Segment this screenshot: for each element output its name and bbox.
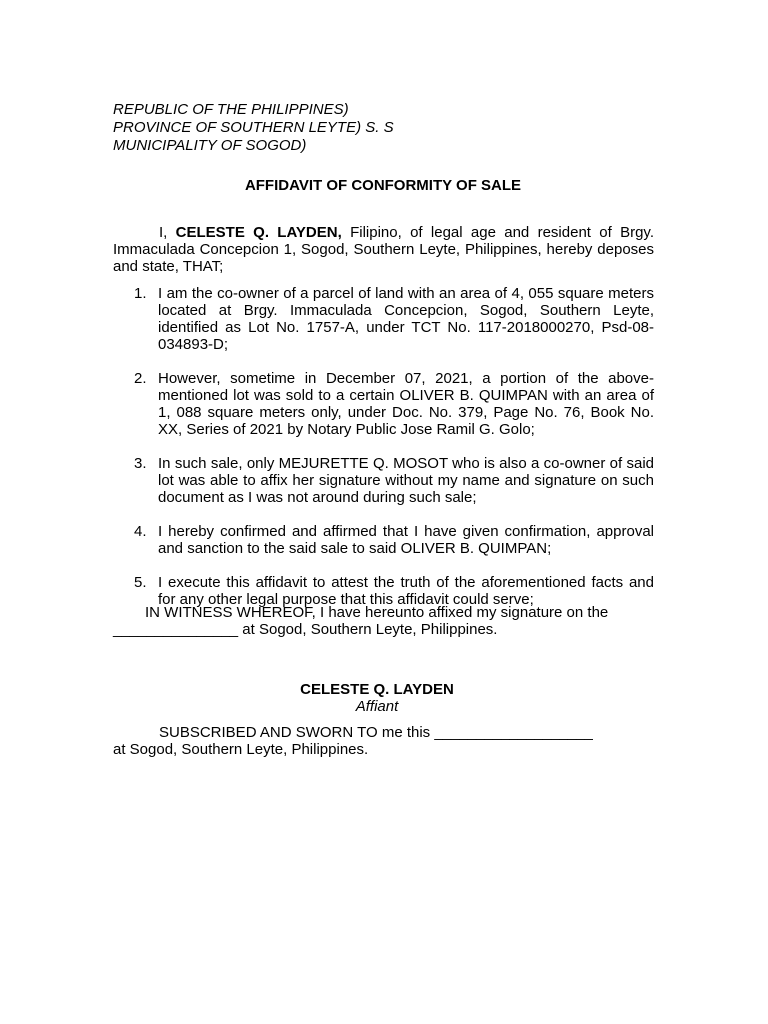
statement-item — [113, 285, 654, 353]
affiant-signature-block — [113, 681, 641, 715]
statement-number: 3. — [134, 455, 147, 472]
affiant-role: Affiant — [355, 698, 399, 715]
jurat-line-2: at Sogod, Southern Leyte, Philippines. — [113, 741, 369, 758]
numbered-statements — [113, 285, 654, 625]
statement-item — [113, 370, 654, 438]
statement-number: 5. — [134, 574, 147, 591]
affiant-name: CELESTE Q. LAYDEN — [300, 681, 454, 698]
statement-text: I hereby confirmed and affirmed that I have given confirmation, approval and sanction to the said sale to said OLIVER B. QUIMPAN; — [158, 523, 654, 557]
statement-item — [113, 455, 654, 506]
affiant-name-inline: CELESTE Q. LAYDEN, — [175, 224, 342, 241]
statement-text: I execute this affidavit to attest the truth of the aforementioned facts and for any other legal purpose that this affidavit could serve; — [158, 574, 654, 608]
statement-text: I am the co-owner of a parcel of land with an area of 4, 055 square meters located at Brgy. Immaculada Concepcion, Sogod, Southern Leyte, identified as Lot No. 1757-A, under TCT No. 117-2018000270, Psd-08-034893-D; — [158, 285, 654, 353]
venue-line-republic: REPUBLIC OF THE PHILIPPINES) — [113, 101, 349, 118]
venue-line-municipality: MUNICIPALITY OF SOGOD) — [113, 137, 307, 154]
statement-number: 2. — [134, 370, 147, 387]
witness-line-2: _______________ at Sogod, Southern Leyte, Philippines. — [113, 621, 498, 638]
document-title: AFFIDAVIT OF CONFORMITY OF SALE — [244, 177, 522, 194]
intro-text: Filipino, of legal age and resident of Brgy. Immaculada Concepcion 1, Sogod, Southern Leyte, Philippines, hereby deposes and state, THAT; — [113, 224, 654, 275]
statement-text: However, sometime in December 07, 2021, a portion of the above-mentioned lot was sold to a certain OLIVER B. QUIMPAN with an area of 1, 088 square meters only, under Doc. No. 379, Page No. 76, Book No. XX, Series of 2021 by Notary Public Jose Ramil G. Golo; — [158, 370, 654, 438]
witness-line-1: IN WITNESS WHEREOF, I have hereunto affixed my signature on the — [145, 604, 609, 621]
statement-item — [113, 574, 654, 608]
witness-paragraph — [113, 604, 654, 638]
venue-line-province: PROVINCE OF SOUTHERN LEYTE) S. S — [113, 119, 394, 136]
statement-number: 1. — [134, 285, 147, 302]
jurat-line-1: SUBSCRIBED AND SWORN TO me this ___________________ — [159, 724, 593, 741]
statement-number: 4. — [134, 523, 147, 540]
intro-paragraph — [113, 224, 654, 275]
statement-text: In such sale, only MEJURETTE Q. MOSOT who is also a co-owner of said lot was able to affix her signature without my name and signature on such document as I was not around during such sale; — [158, 455, 654, 506]
jurat-paragraph — [113, 724, 654, 758]
statement-item — [113, 523, 654, 557]
intro-prefix: I, — [159, 224, 176, 241]
venue-header — [113, 101, 394, 155]
